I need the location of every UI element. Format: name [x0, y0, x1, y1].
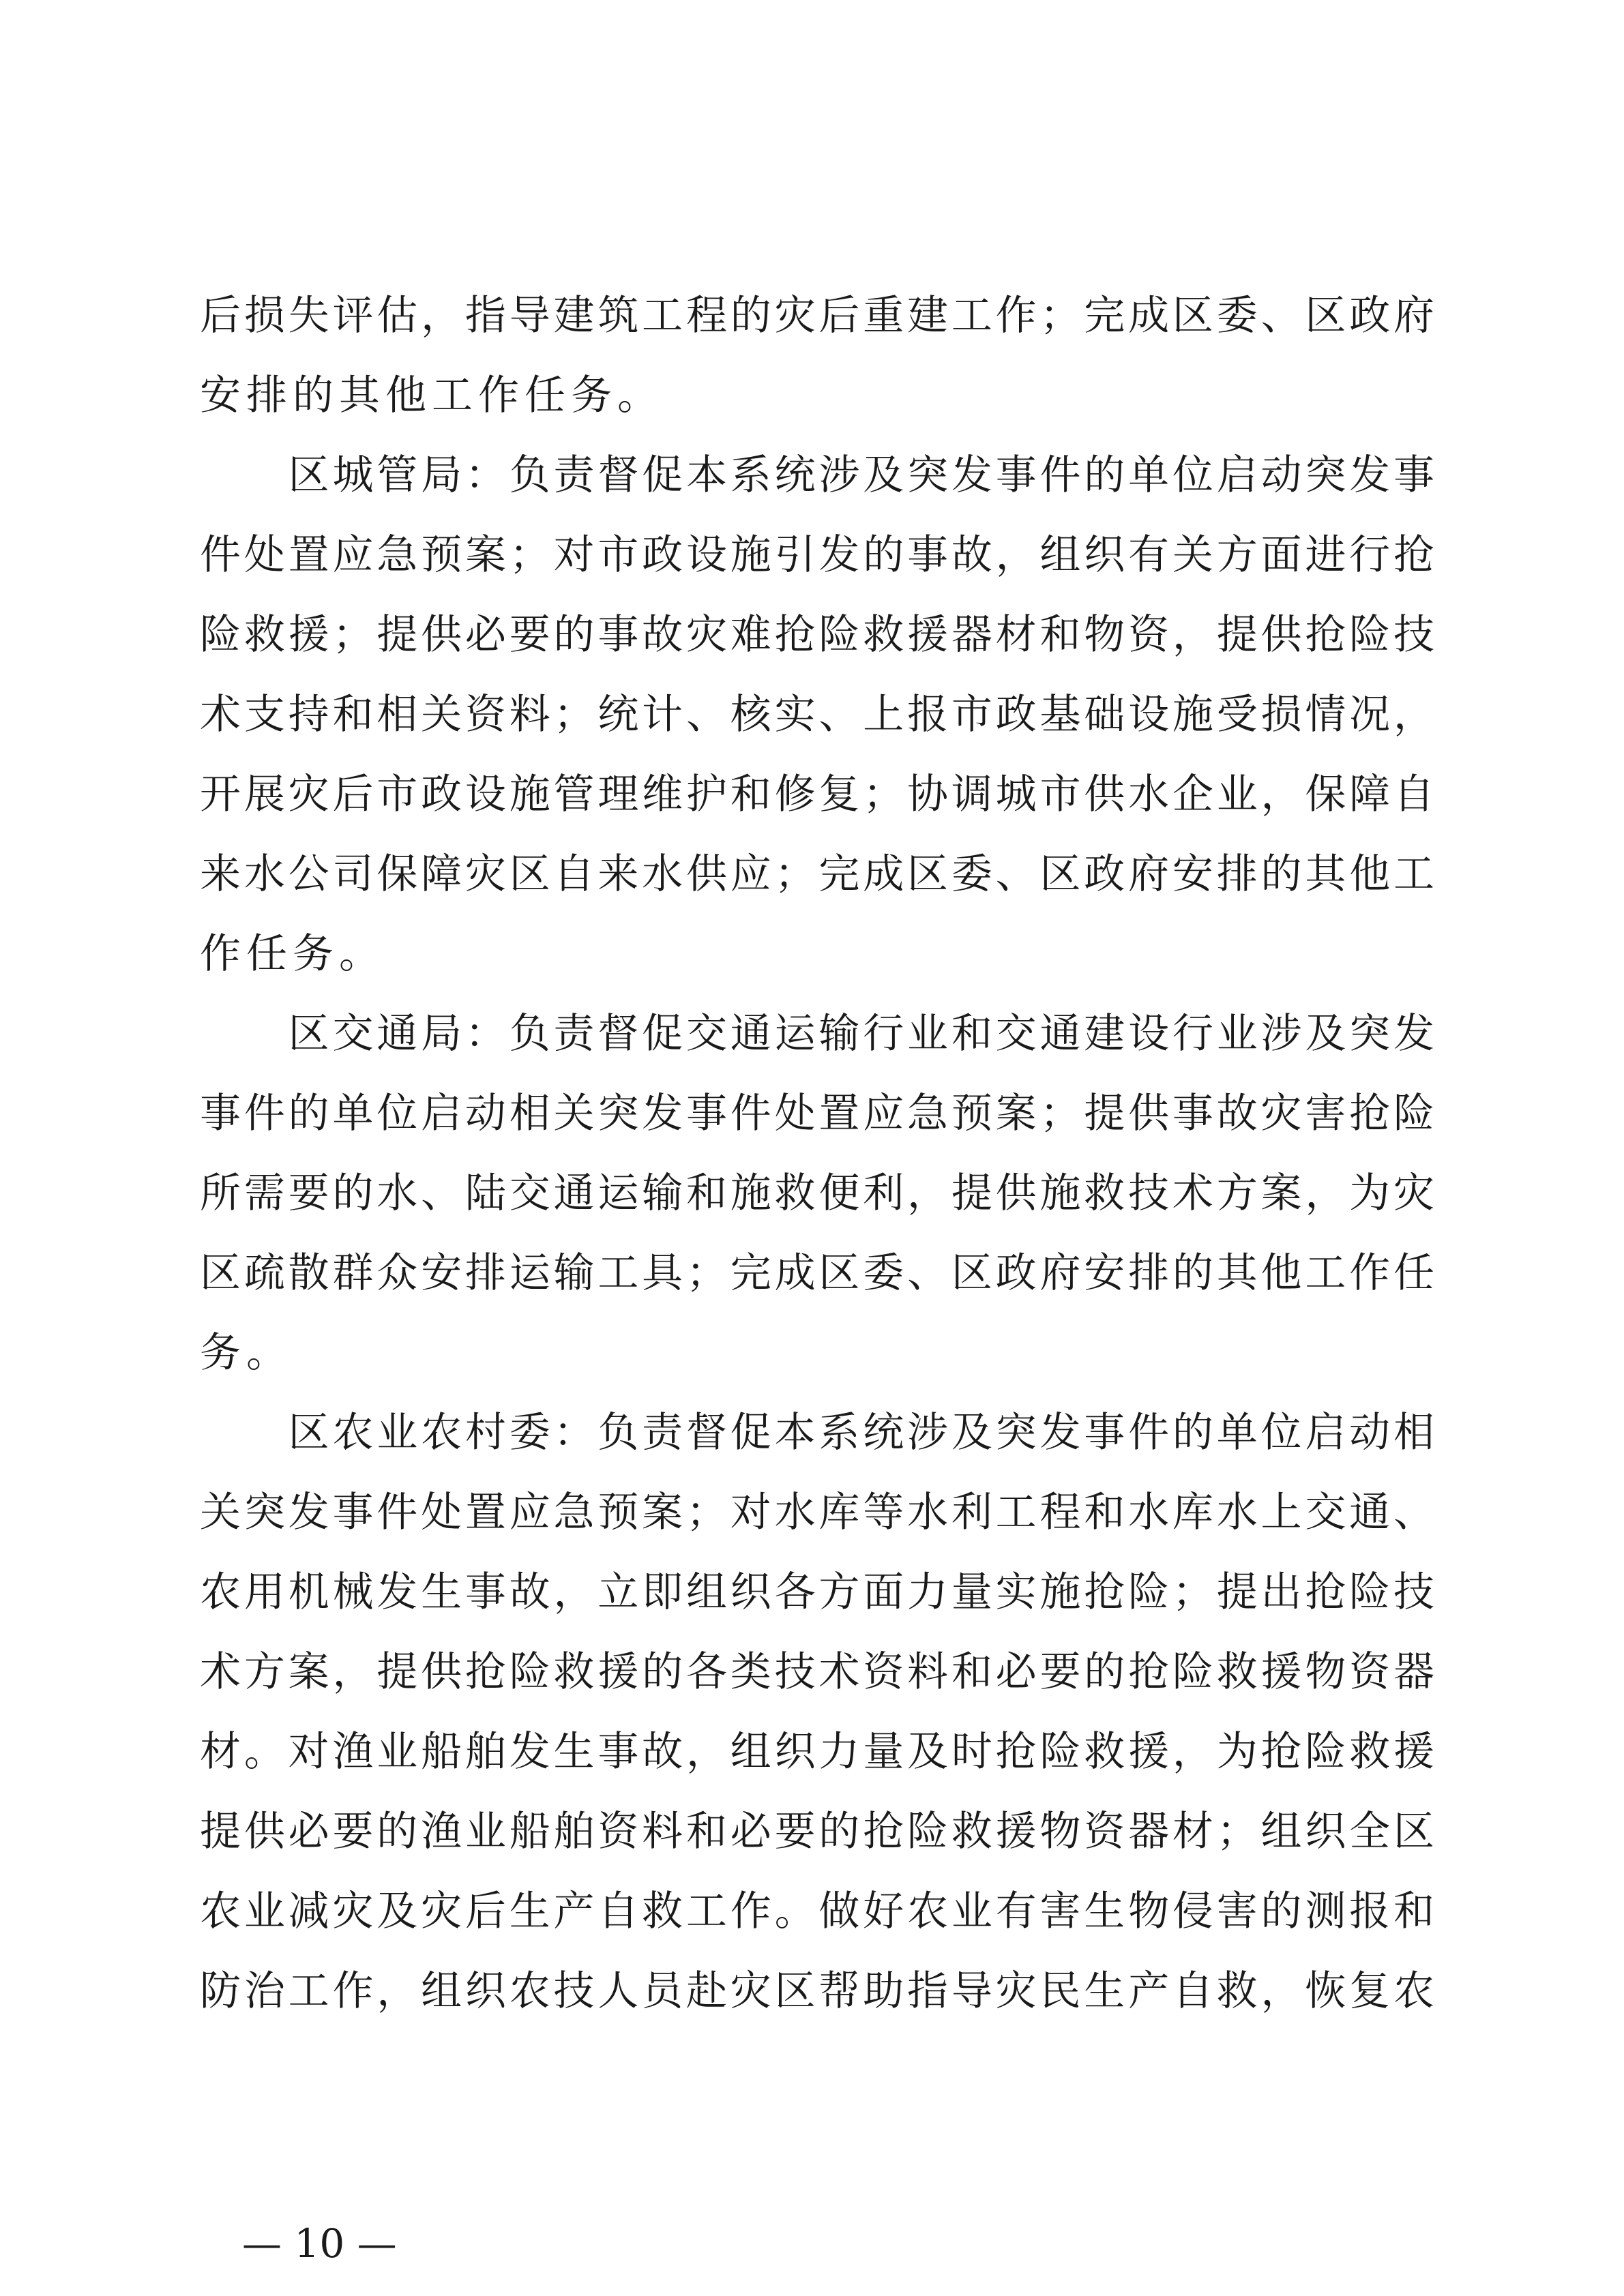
- page-number: — 10 —: [242, 2220, 397, 2267]
- text-line: 作任务。: [200, 930, 385, 978]
- text-line: 所需要的水、陆交通运输和施救便利，提供施救技术方案，为灾: [200, 1169, 1434, 1217]
- text-line: 术方案，提供抢险救援的各类技术资料和必要的抢险救援物资器: [200, 1648, 1434, 1696]
- text-line: 后损失评估，指导建筑工程的灾后重建工作；完成区委、区政府: [200, 292, 1434, 340]
- text-line: 件处置应急预案；对市政设施引发的事故，组织有关方面进行抢: [200, 531, 1434, 579]
- text-line: 区农业农村委：负责督促本系统涉及突发事件的单位启动相: [200, 1409, 1434, 1457]
- text-line: 农业减灾及灾后生产自救工作。做好农业有害生物侵害的测报和: [200, 1888, 1434, 1935]
- text-line: 来水公司保障灾区自来水供应；完成区委、区政府安排的其他工: [200, 850, 1434, 898]
- text-line: 材。对渔业船舶发生事故，组织力量及时抢险救援，为抢险救援: [200, 1728, 1434, 1776]
- text-line: 关突发事件处置应急预案；对水库等水利工程和水库水上交通、: [200, 1489, 1434, 1536]
- text-line: 事件的单位启动相关突发事件处置应急预案；提供事故灾害抢险: [200, 1090, 1434, 1137]
- text-line: 农用机械发生事故，立即组织各方面力量实施抢险；提出抢险技: [200, 1568, 1434, 1616]
- text-line: 安排的其他工作任务。: [200, 372, 664, 419]
- text-line: 术支持和相关资料；统计、核实、上报市政基础设施受损情况，: [200, 691, 1434, 739]
- text-line: 务。: [200, 1329, 293, 1377]
- text-line: 险救援；提供必要的事故灾难抢险救援器材和物资，提供抢险技: [200, 611, 1434, 659]
- text-line: 区疏散群众安排运输工具；完成区委、区政府安排的其他工作任: [200, 1249, 1434, 1297]
- text-line: 区交通局：负责督促交通运输行业和交通建设行业涉及突发: [200, 1010, 1434, 1058]
- text-line: 提供必要的渔业船舶资料和必要的抢险救援物资器材；组织全区: [200, 1808, 1434, 1855]
- text-line: 开展灾后市政设施管理维护和修复；协调城市供水企业，保障自: [200, 771, 1434, 818]
- text-line: 区城管局：负责督促本系统涉及突发事件的单位启动突发事: [200, 451, 1434, 499]
- text-line: 防治工作，组织农技人员赴灾区帮助指导灾民生产自救，恢复农: [200, 1967, 1434, 2015]
